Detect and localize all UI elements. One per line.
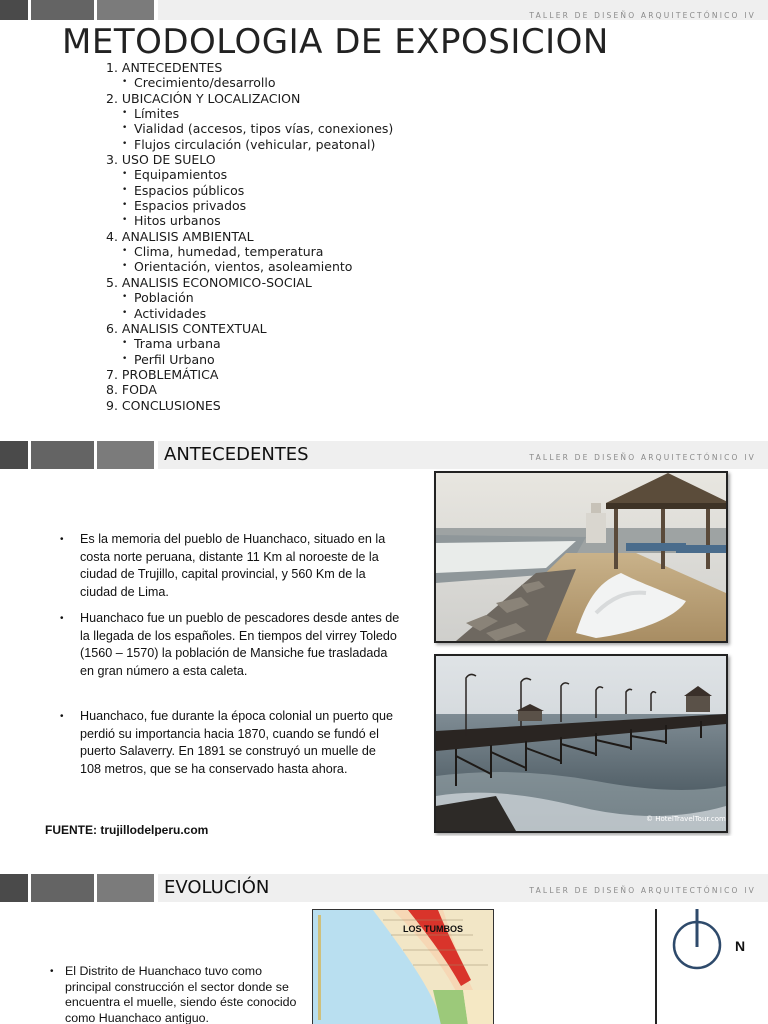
header-bar-light — [97, 874, 154, 902]
source-note: FUENTE: trujillodelperu.com — [45, 823, 209, 836]
sub-list-item: • Clima, humedad, temperatura — [106, 244, 393, 259]
header-bar-mid — [31, 441, 94, 469]
list-item: 3. USO DE SUELO — [106, 152, 216, 168]
section-title: ANTECEDENTES — [164, 444, 309, 465]
header-bar-light — [97, 441, 154, 469]
list-item: 1. ANTECEDENTES — [106, 60, 223, 75]
sub-list-item: • Perfil Urbano — [106, 352, 393, 367]
sub-list-item: • Hitos urbanos — [106, 213, 393, 228]
header-tag: TALLER DE DISEÑO ARQUITECTÓNICO IV — [529, 886, 756, 895]
north-arrow-icon — [669, 909, 725, 971]
paragraph-1: • Es la memoria del pueblo de Huanchaco, situado en la costa norte peruana, distante 11 Km al noroeste de la ciudad de Trujillo, capital provincial, y 560 Km de la ciudad de Lima. — [60, 532, 386, 599]
sub-list-item: • Población — [106, 290, 393, 305]
sub-list-item: • Vialidad (accesos, tipos vías, conexiones) — [106, 121, 393, 136]
slide-header — [0, 874, 768, 902]
slide-methodology — [0, 0, 768, 420]
methodology-list — [106, 60, 393, 413]
bullet-icon: • — [60, 613, 64, 624]
bullet-icon: • — [60, 711, 64, 722]
north-indicator — [655, 909, 765, 1024]
sub-list-item: • Espacios públicos — [106, 183, 393, 198]
sub-list-item: • Equipamientos — [106, 167, 393, 182]
sub-list-item: • Actividades — [106, 306, 393, 321]
slide-antecedentes — [0, 441, 768, 836]
divider-line — [655, 909, 657, 1024]
bullet-icon: • — [60, 534, 64, 545]
list-item: 4. ANALISIS AMBIENTAL — [106, 228, 254, 244]
list-item: 6. ANALISIS CONTEXTUAL — [106, 320, 267, 336]
list-item: 7. PROBLEMÁTICA — [106, 366, 219, 382]
header-bar-dark — [0, 874, 28, 902]
paragraph-3: • Huanchaco, fue durante la época colonial un puerto que perdió su importancia hacia 1870, cuando se fundó el puerto Salaverry. En 1891 se construyó un muelle de 108 metros, que se ha conservado hasta ahora. — [60, 709, 393, 776]
sub-list-item: • Espacios privados — [106, 198, 393, 213]
header-bar-dark — [0, 0, 28, 20]
sub-list-item: • Crecimiento/desarrollo — [106, 75, 393, 90]
bullet-icon: • — [50, 966, 54, 977]
list-item: 9. CONCLUSIONES — [106, 397, 221, 413]
header-bar-mid — [31, 0, 94, 20]
slide-header — [0, 0, 768, 20]
slide-header — [0, 441, 768, 469]
paragraph-evolucion: • El Distrito de Huanchaco tuvo como principal construcción el sector donde se encuentra el muelle, siendo éste conocido como Huanchaco antiguo. — [50, 964, 297, 1024]
section-title: EVOLUCIÓN — [164, 877, 270, 898]
paragraph-2: • Huanchaco fue un pueblo de pescadores desde antes de la llegada de los españoles. En tiempos del virrey Toledo (1560 – 1570) la población de Mansiche fue trasladada en gran número a esta caleta. — [60, 611, 400, 678]
sub-list-item: • Orientación, vientos, asoleamiento — [106, 259, 393, 274]
page-title: METODOLOGIA DE EXPOSICION — [62, 22, 609, 62]
sub-list-item: • Flujos circulación (vehicular, peatonal) — [106, 137, 393, 152]
header-bar-mid — [31, 874, 94, 902]
map-label: LOS TUMBOS — [403, 924, 463, 934]
map-huanchaco — [312, 909, 494, 1024]
sub-list-item: • Trama urbana — [106, 336, 393, 351]
photo-beach-gazebo — [434, 471, 728, 643]
header-bar-dark — [0, 441, 28, 469]
list-item: 5. ANALISIS ECONOMICO-SOCIAL — [106, 274, 312, 290]
list-item: 2. UBICACIÓN Y LOCALIZACION — [106, 90, 301, 106]
list-item: 8. FODA — [106, 382, 157, 398]
slide-evolucion — [0, 874, 768, 1024]
photo-pier — [434, 654, 728, 833]
header-bar-light — [97, 0, 154, 20]
header-tag: TALLER DE DISEÑO ARQUITECTÓNICO IV — [529, 453, 756, 462]
photo-watermark: © HotelTravelTour.com — [646, 815, 726, 823]
sub-list-item: • Límites — [106, 106, 393, 121]
north-label: N — [735, 938, 746, 954]
header-tag: TALLER DE DISEÑO ARQUITECTÓNICO IV — [529, 11, 756, 20]
